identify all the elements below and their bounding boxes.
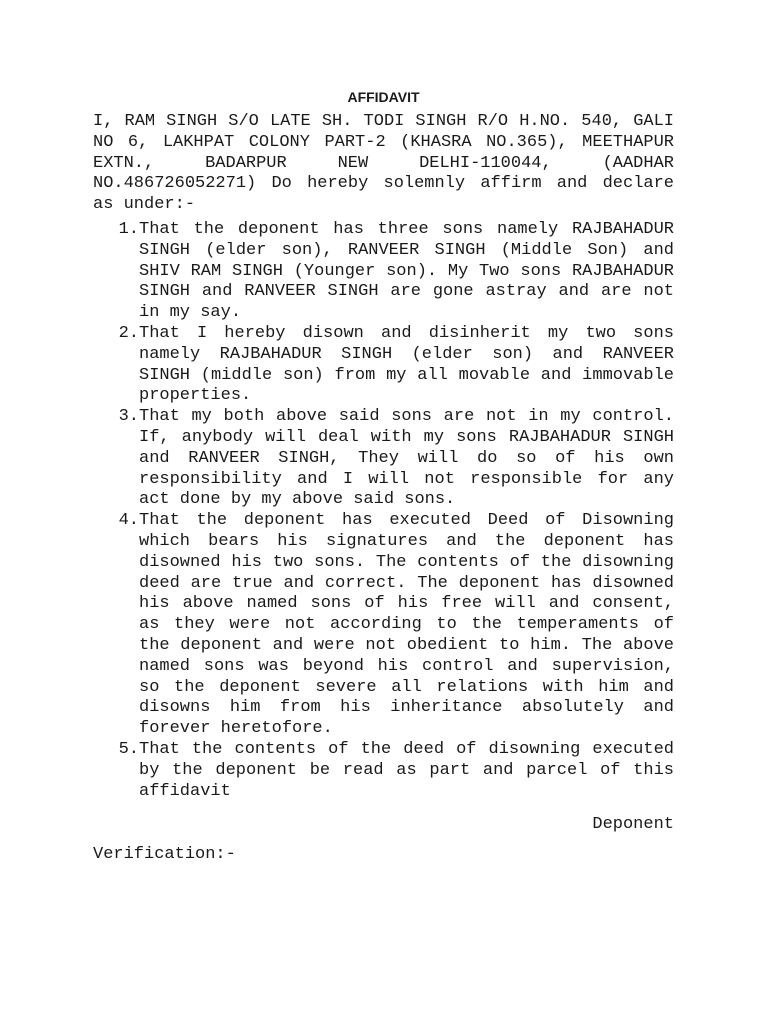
- list-item-number: 2.: [118, 323, 139, 343]
- affidavit-page: [93, 86, 674, 866]
- list-item-number: 3.: [118, 407, 139, 427]
- list-item: [93, 407, 674, 511]
- list-item: [93, 740, 674, 802]
- list-item-text: That the contents of the deed of disowning executed by the deponent be read as part and parcel of this affidavit: [139, 739, 674, 801]
- deponent-label: Deponent: [592, 815, 674, 835]
- list-item-text: That the deponent has executed Deed of Disowning which bears his signatures and the deponent has disowned his two sons. The contents of the disowning deed are true and correct. The deponent has disowned his above named sons of his free will and consent, as they were not according to the temperaments of the deponent and were not obedient to him. The above named sons was beyond his control and supervision, so the deponent severe all relations with him and disowns him from his inheritance absolutely and forever heretofore.: [139, 511, 674, 739]
- list-item-text: That I hereby disown and disinherit my two sons namely RAJBAHADUR SINGH (elder son) and RANVEER SINGH (middle son) from my all movable and immovable properties.: [139, 323, 674, 406]
- intro-paragraph: I, RAM SINGH S/O LATE SH. TODI SINGH R/O H.NO. 540, GALI NO 6, LAKHPAT COLONY PART-2 (KHASRA NO.365), MEETHAPUR EXTN., BADARPUR NEW DELHI-110044, (AADHAR NO.486726052271) Do hereby solemnly affirm and declare as under:-: [93, 112, 674, 215]
- verification-heading: Verification:-: [93, 845, 236, 865]
- list-item-text: That the deponent has three sons namely RAJBAHADUR SINGH (elder son), RANVEER SINGH (Middle Son) and SHIV RAM SINGH (Younger son). My Two sons RAJBAHADUR SINGH and RANVEER SINGH are gone astray and are not in my say.: [139, 219, 674, 323]
- list-item-number: 1.: [118, 219, 139, 239]
- affirmation-list: [93, 220, 674, 802]
- list-item: [93, 324, 674, 407]
- list-item-number: 5.: [118, 739, 139, 759]
- document-title: AFFIDAVIT: [347, 89, 420, 105]
- list-item: [93, 511, 674, 740]
- list-item-text: That my both above said sons are not in my control. If, anybody will deal with my sons RAJBAHADUR SINGH and RANVEER SINGH, They will do so of his own responsibility and I will not responsible for any act done by my above said sons.: [139, 407, 674, 510]
- list-item-number: 4.: [118, 511, 139, 531]
- list-item: [93, 220, 674, 324]
